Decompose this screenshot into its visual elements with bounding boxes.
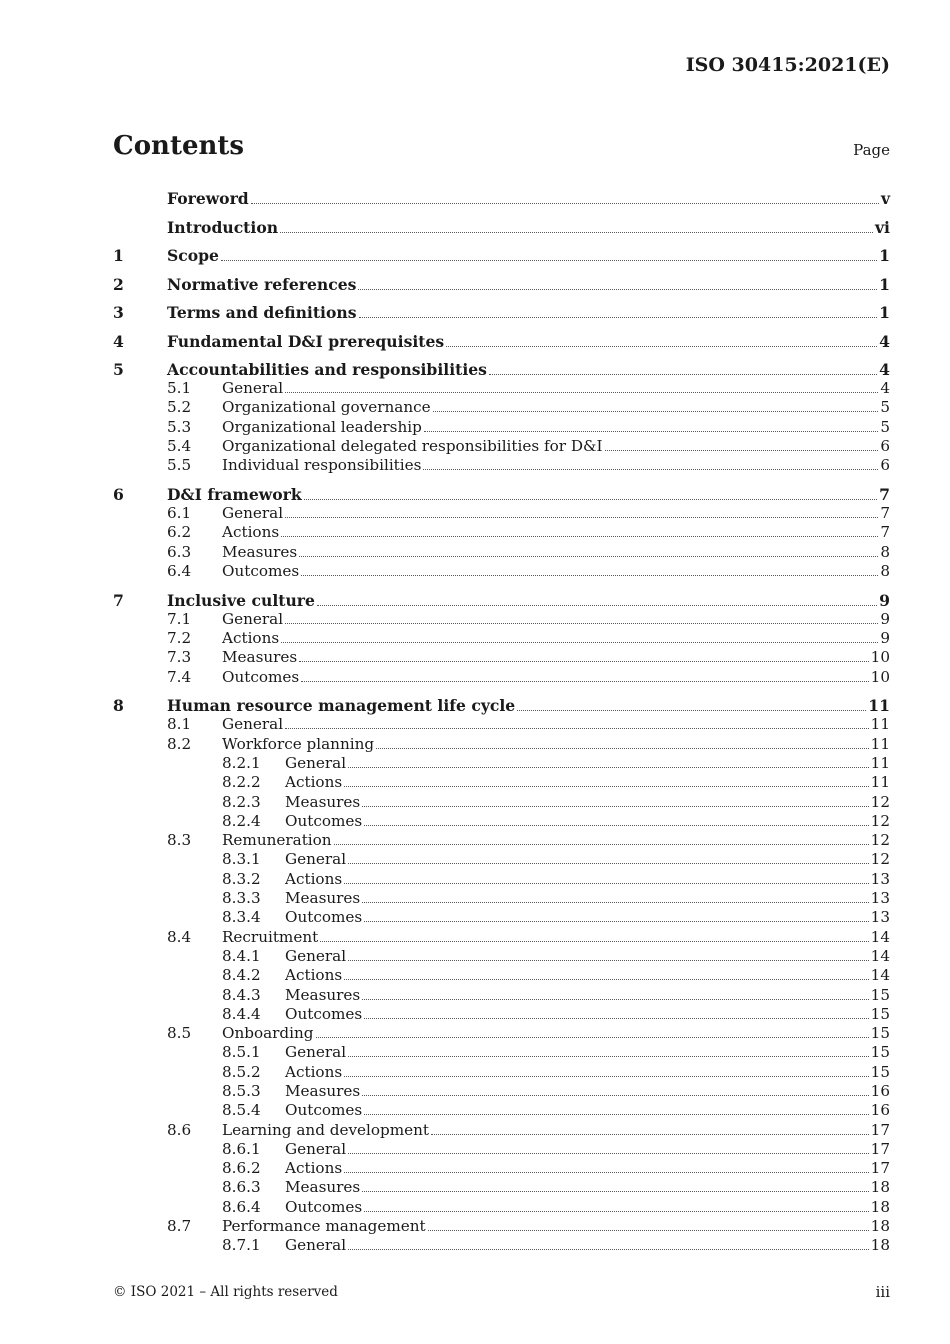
- dot-leader: [316, 1036, 869, 1038]
- toc-entry-page: 12: [870, 792, 890, 811]
- toc-entry-page: v: [880, 189, 890, 208]
- toc-entry-page: 12: [870, 831, 890, 850]
- dot-leader: [299, 555, 878, 557]
- toc-entry-number: 5: [113, 360, 124, 379]
- toc-entry[interactable]: [113, 610, 890, 629]
- toc-entry[interactable]: [113, 294, 890, 323]
- dot-leader: [344, 785, 869, 787]
- toc-entry-number: 6: [113, 484, 124, 504]
- dot-leader: [285, 516, 878, 518]
- dot-leader: [376, 747, 869, 749]
- toc-entry-title: Outcomes: [222, 667, 300, 686]
- toc-entry-title: General: [222, 715, 284, 734]
- toc-entry[interactable]: [113, 889, 890, 908]
- toc-entry-title: Accountabilities and responsibilities: [167, 360, 487, 379]
- toc-entry[interactable]: [113, 831, 890, 850]
- toc-entry[interactable]: [113, 1198, 890, 1217]
- toc-entry[interactable]: [113, 1101, 890, 1120]
- toc-entry-page: 9: [879, 590, 890, 610]
- toc-entry-number: 8.2.2: [222, 773, 261, 792]
- toc-entry-number: 2: [113, 274, 124, 294]
- toc-entry-page: 11: [870, 753, 890, 772]
- toc-entry[interactable]: [113, 418, 890, 437]
- toc-entry-title: Measures: [285, 1178, 361, 1197]
- toc-entry-title: Measures: [285, 1082, 361, 1100]
- toc-entry-page: 8: [880, 542, 890, 561]
- dot-leader: [362, 1094, 868, 1096]
- toc-entry-number: 8.2: [167, 734, 192, 753]
- toc-entry-page: 12: [870, 850, 890, 869]
- toc-entry-page: 13: [870, 889, 890, 908]
- toc-entry-page: 9: [880, 609, 890, 628]
- toc-entry-number: 5.3: [167, 417, 192, 436]
- toc-entry-title: Actions: [285, 773, 343, 792]
- toc-entry-title: General: [222, 503, 284, 522]
- toc-entry-number: 8.5.4: [222, 1101, 261, 1120]
- table-of-contents: [113, 184, 890, 1256]
- toc-entry[interactable]: [113, 870, 890, 889]
- toc-entry-title: Scope: [167, 246, 219, 265]
- dot-leader: [348, 1055, 869, 1057]
- toc-entry-page: 14: [870, 966, 890, 985]
- toc-entry-page: 10: [870, 648, 890, 667]
- toc-entry-title: Actions: [285, 869, 343, 888]
- toc-entry-number: 8.6.1: [222, 1139, 261, 1158]
- toc-entry[interactable]: [113, 1063, 890, 1082]
- toc-entry-title: Organizational leadership: [222, 417, 422, 436]
- toc-entry-number: 8.6.3: [222, 1178, 261, 1197]
- toc-entry[interactable]: [113, 1140, 890, 1159]
- dot-leader: [364, 1113, 869, 1115]
- toc-entry-number: 8.1: [167, 715, 192, 734]
- toc-entry-number: 7: [113, 590, 124, 610]
- dot-leader: [344, 978, 869, 980]
- toc-entry-title: Actions: [222, 523, 280, 542]
- toc-entry-title: Actions: [222, 628, 280, 647]
- dot-leader: [280, 231, 873, 233]
- toc-entry-number: 8.6.4: [222, 1197, 261, 1216]
- toc-entry-page: 14: [870, 927, 890, 946]
- toc-entry-number: 8.4.3: [222, 985, 261, 1004]
- toc-entry-number: 5.4: [167, 436, 192, 455]
- toc-entry[interactable]: [113, 208, 890, 237]
- toc-entry-page: 13: [870, 908, 890, 927]
- dot-leader: [344, 882, 869, 884]
- toc-entry[interactable]: [113, 504, 890, 523]
- toc-entry-number: 8.6.2: [222, 1159, 261, 1178]
- toc-entry-page: 18: [870, 1178, 890, 1197]
- toc-entry-number: 7.1: [167, 609, 192, 628]
- toc-entry-page: 15: [870, 1024, 890, 1043]
- toc-entry-page: 7: [880, 523, 890, 542]
- toc-entry[interactable]: [113, 966, 890, 985]
- toc-entry-page: 8: [880, 561, 890, 580]
- toc-entry-page: 7: [879, 484, 890, 504]
- toc-entry-title: General: [285, 753, 347, 772]
- toc-entry-title: Learning and development: [222, 1120, 430, 1139]
- toc-entry-title: General: [285, 850, 347, 869]
- toc-entry-page: 10: [870, 667, 890, 686]
- toc-entry-page: 7: [880, 503, 890, 522]
- toc-entry-number: 8.2.3: [222, 792, 261, 811]
- toc-entry-number: 8.6: [167, 1120, 192, 1139]
- toc-entry-page: 11: [868, 696, 890, 716]
- toc-entry-page: 17: [870, 1159, 890, 1178]
- toc-entry-title: Outcomes: [285, 1197, 363, 1216]
- dot-leader: [428, 1229, 869, 1231]
- toc-entry-number: 5.5: [167, 456, 192, 475]
- dot-leader: [446, 345, 877, 347]
- dot-leader: [285, 391, 878, 393]
- toc-entry[interactable]: [113, 1005, 890, 1024]
- toc-entry[interactable]: [113, 850, 890, 869]
- toc-entry[interactable]: [113, 773, 890, 792]
- dot-leader: [362, 1190, 868, 1192]
- toc-entry-title: General: [222, 379, 284, 397]
- toc-entry-number: 8.2.4: [222, 811, 261, 830]
- dot-leader: [285, 622, 878, 624]
- toc-entry[interactable]: [113, 1159, 890, 1178]
- dot-leader: [517, 709, 866, 711]
- toc-entry-title: Organizational delegated responsibilities for D&I: [222, 436, 603, 455]
- toc-entry-title: Organizational governance: [222, 398, 431, 417]
- toc-entry-page: 18: [870, 1236, 890, 1255]
- toc-entry-title: Measures: [222, 648, 298, 667]
- toc-entry-title: Normative references: [167, 274, 357, 294]
- toc-entry-title: General: [285, 946, 347, 965]
- toc-entry-number: 8.4: [167, 927, 192, 946]
- toc-entry-page: 1: [879, 303, 890, 322]
- toc-entry-title: Outcomes: [285, 1101, 363, 1120]
- dot-leader: [348, 862, 869, 864]
- toc-entry-title: Actions: [285, 1159, 343, 1178]
- toc-entry[interactable]: [113, 793, 890, 812]
- toc-entry-page: 15: [870, 1004, 890, 1023]
- toc-entry-title: Outcomes: [285, 908, 363, 927]
- toc-entry[interactable]: [113, 1024, 890, 1043]
- toc-entry-number: 7.3: [167, 648, 192, 667]
- toc-entry-number: 3: [113, 303, 124, 322]
- toc-entry-page: 11: [870, 715, 890, 734]
- dot-leader: [334, 843, 869, 845]
- toc-entry-number: 8.3.1: [222, 850, 261, 869]
- toc-entry-page: 16: [870, 1082, 890, 1100]
- toc-entry-page: 15: [870, 1043, 890, 1062]
- toc-entry[interactable]: [113, 1043, 890, 1062]
- toc-entry[interactable]: [113, 648, 890, 667]
- toc-entry-number: 8.7: [167, 1217, 192, 1236]
- toc-entry-page: 13: [870, 869, 890, 888]
- dot-leader: [221, 259, 877, 261]
- toc-entry-page: 17: [870, 1139, 890, 1158]
- toc-entry-number: 8.7.1: [222, 1236, 261, 1255]
- toc-entry-page: 18: [870, 1217, 890, 1236]
- toc-entry-title: Onboarding: [222, 1024, 314, 1043]
- dot-leader: [281, 641, 878, 643]
- dot-leader: [364, 920, 869, 922]
- toc-entry-number: 8.4.2: [222, 966, 261, 985]
- toc-entry-number: 6.3: [167, 542, 192, 561]
- toc-entry-title: Inclusive culture: [167, 590, 315, 610]
- toc-entry[interactable]: [113, 908, 890, 927]
- toc-entry-title: Outcomes: [222, 561, 300, 580]
- toc-entry-page: 15: [870, 1062, 890, 1081]
- toc-entry-number: 8.5.1: [222, 1043, 261, 1062]
- dot-leader: [320, 940, 868, 942]
- toc-entry-page: 1: [879, 274, 890, 294]
- toc-entry[interactable]: [113, 184, 890, 208]
- toc-entry-title: Outcomes: [285, 1004, 363, 1023]
- toc-entry[interactable]: [113, 437, 890, 456]
- toc-entry[interactable]: [113, 1082, 890, 1101]
- toc-entry[interactable]: [113, 735, 890, 754]
- toc-entry[interactable]: [113, 398, 890, 417]
- toc-entry-title: Foreword: [167, 189, 249, 208]
- toc-entry-page: 11: [870, 734, 890, 753]
- toc-entry[interactable]: [113, 947, 890, 966]
- toc-entry-number: 8.3.4: [222, 908, 261, 927]
- toc-entry-page: 17: [870, 1120, 890, 1139]
- dot-leader: [348, 1248, 869, 1250]
- toc-entry[interactable]: [113, 928, 890, 947]
- toc-entry-page: 5: [880, 417, 890, 436]
- toc-entry-page: 4: [879, 360, 890, 379]
- toc-entry[interactable]: [113, 715, 890, 734]
- toc-entry-number: 8.4.4: [222, 1004, 261, 1023]
- toc-entry-title: Measures: [285, 889, 361, 908]
- toc-entry[interactable]: [113, 629, 890, 648]
- toc-entry[interactable]: [113, 543, 890, 562]
- toc-entry-number: 8.5: [167, 1024, 192, 1043]
- toc-entry-title: Fundamental D&I prerequisites: [167, 331, 445, 351]
- dot-leader: [431, 1133, 869, 1135]
- toc-entry-title: Measures: [222, 542, 298, 561]
- dot-leader: [424, 430, 878, 432]
- toc-entry[interactable]: [113, 265, 890, 294]
- toc-entry[interactable]: [113, 687, 890, 716]
- toc-entry-title: Actions: [285, 1062, 343, 1081]
- toc-entry[interactable]: [113, 475, 890, 504]
- toc-entry-title: Human resource management life cycle: [167, 696, 516, 716]
- toc-entry-page: 15: [870, 985, 890, 1004]
- toc-entry-page: vi: [875, 217, 890, 237]
- toc-entry-title: Recruitment: [222, 927, 319, 946]
- toc-entry-number: 4: [113, 331, 124, 351]
- toc-entry[interactable]: [113, 351, 890, 380]
- dot-leader: [281, 535, 878, 537]
- toc-entry[interactable]: [113, 379, 890, 398]
- toc-entry-number: 6.1: [167, 503, 192, 522]
- toc-entry-title: Measures: [285, 792, 361, 811]
- dot-leader: [489, 373, 877, 375]
- toc-entry-title: Outcomes: [285, 811, 363, 830]
- copyright-notice: © ISO 2021 – All rights reserved: [113, 1284, 338, 1300]
- toc-entry-number: 1: [113, 246, 124, 265]
- dot-leader: [344, 1075, 869, 1077]
- dot-leader: [364, 1210, 869, 1212]
- toc-entry-title: Workforce planning: [222, 734, 375, 753]
- toc-entry[interactable]: [113, 668, 890, 687]
- dot-leader: [299, 660, 868, 662]
- toc-entry-page: 11: [870, 773, 890, 792]
- toc-entry[interactable]: [113, 523, 890, 542]
- toc-entry[interactable]: [113, 322, 890, 351]
- dot-leader: [433, 410, 879, 412]
- toc-entry-number: 8.4.1: [222, 946, 261, 965]
- toc-entry-title: Actions: [285, 966, 343, 985]
- page-column-label: Page: [853, 141, 890, 159]
- toc-entry-number: 8.3.2: [222, 869, 261, 888]
- toc-entry-title: Performance management: [222, 1217, 426, 1236]
- dot-leader: [364, 824, 869, 826]
- toc-entry-number: 8.5.2: [222, 1062, 261, 1081]
- dot-leader: [304, 498, 878, 500]
- page-number: iii: [875, 1283, 890, 1301]
- dot-leader: [348, 959, 869, 961]
- toc-entry[interactable]: [113, 581, 890, 610]
- toc-entry[interactable]: [113, 1121, 890, 1140]
- page-title: Contents: [113, 131, 245, 161]
- toc-entry-number: 8.3.3: [222, 889, 261, 908]
- toc-entry-page: 18: [870, 1197, 890, 1216]
- toc-entry-title: Individual responsibilities: [222, 456, 422, 475]
- toc-entry[interactable]: [113, 1236, 890, 1255]
- toc-entry-title: Terms and definitions: [167, 303, 357, 322]
- toc-entry[interactable]: [113, 1217, 890, 1236]
- toc-entry-number: 6.2: [167, 523, 192, 542]
- dot-leader: [251, 202, 879, 204]
- dot-leader: [359, 316, 878, 318]
- toc-entry-page: 14: [870, 946, 890, 965]
- toc-entry[interactable]: [113, 237, 890, 266]
- toc-entry-number: 7.2: [167, 628, 192, 647]
- toc-entry-page: 16: [870, 1101, 890, 1120]
- toc-entry-number: 8: [113, 696, 124, 716]
- dot-leader: [358, 288, 877, 290]
- toc-entry-page: 5: [880, 398, 890, 417]
- dot-leader: [285, 727, 869, 729]
- toc-entry-page: 4: [879, 331, 890, 351]
- dot-leader: [362, 998, 868, 1000]
- toc-entry-number: 8.2.1: [222, 753, 261, 772]
- toc-entry-title: Introduction: [167, 217, 279, 237]
- toc-entry-page: 6: [880, 456, 890, 475]
- dot-leader: [605, 449, 879, 451]
- toc-entry-page: 1: [879, 246, 890, 265]
- dot-leader: [348, 1152, 869, 1154]
- toc-entry-title: Measures: [285, 985, 361, 1004]
- toc-entry-page: 6: [880, 436, 890, 455]
- toc-entry[interactable]: [113, 754, 890, 773]
- toc-entry-title: General: [285, 1139, 347, 1158]
- dot-leader: [344, 1171, 869, 1173]
- toc-entry-number: 8.3: [167, 831, 192, 850]
- toc-entry[interactable]: [113, 986, 890, 1005]
- dot-leader: [362, 805, 868, 807]
- dot-leader: [364, 1017, 869, 1019]
- toc-entry[interactable]: [113, 456, 890, 475]
- toc-entry-number: 7.4: [167, 667, 192, 686]
- toc-entry-page: 12: [870, 811, 890, 830]
- dot-leader: [423, 468, 878, 470]
- toc-entry-title: General: [222, 609, 284, 628]
- toc-entry[interactable]: [113, 1178, 890, 1197]
- toc-entry-number: 5.1: [167, 379, 192, 397]
- dot-leader: [362, 901, 868, 903]
- toc-entry-title: General: [285, 1043, 347, 1062]
- toc-entry-page: 4: [880, 379, 890, 397]
- toc-entry-number: 5.2: [167, 398, 192, 417]
- toc-entry-title: D&I framework: [167, 484, 302, 504]
- dot-leader: [317, 604, 877, 606]
- document-identifier: ISO 30415:2021(E): [685, 54, 890, 76]
- dot-leader: [348, 766, 869, 768]
- toc-entry-title: Remuneration: [222, 831, 332, 850]
- dot-leader: [301, 574, 878, 576]
- toc-entry-number: 8.5.3: [222, 1082, 261, 1100]
- toc-entry[interactable]: [113, 812, 890, 831]
- toc-entry-number: 6.4: [167, 561, 192, 580]
- toc-entry-page: 9: [880, 628, 890, 647]
- toc-entry[interactable]: [113, 562, 890, 581]
- dot-leader: [301, 680, 869, 682]
- toc-entry-title: General: [285, 1236, 347, 1255]
